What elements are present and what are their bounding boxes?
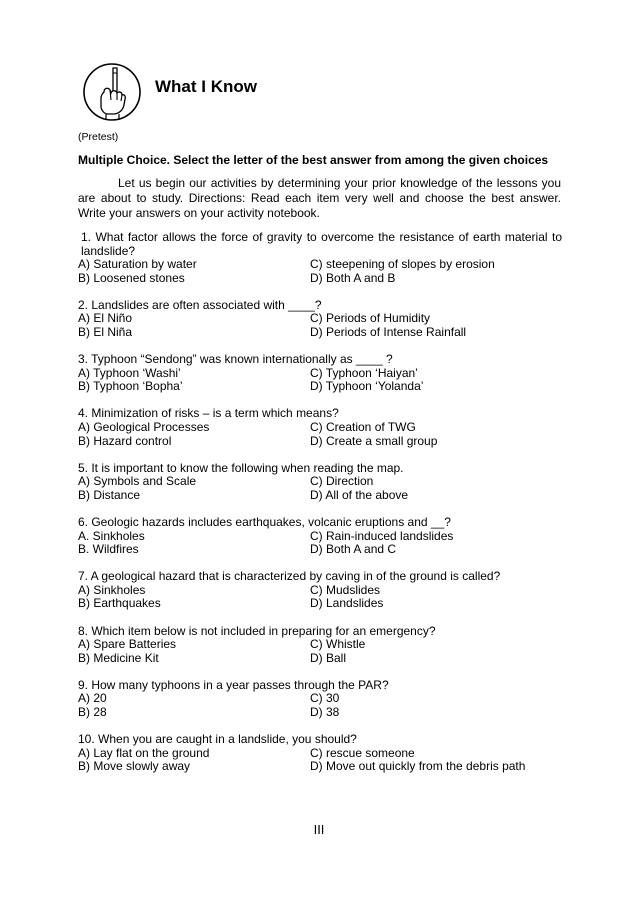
option-b: B) 28 bbox=[78, 705, 107, 720]
option-c: C) Creation of TWG bbox=[310, 420, 416, 435]
option-a: A) Spare Batteries bbox=[78, 637, 177, 652]
option-c: C) steepening of slopes by erosion bbox=[310, 257, 495, 272]
intro-paragraph: Let us begin our activities by determining your prior knowledge of the lessons you are about to study. Directions: Read each item very well and choose the best answer. Write your answers on your activity notebook. bbox=[78, 176, 561, 220]
option-c: C) Mudslides bbox=[310, 582, 381, 597]
question-text: 8. Which item below is not included in preparing for an emergency? bbox=[78, 623, 436, 638]
option-b: B. Wildfires bbox=[78, 542, 139, 557]
option-c: C) Periods of Humidity bbox=[310, 311, 431, 326]
question-6 bbox=[78, 516, 562, 557]
option-b: B) Typhoon ‘Bopha’ bbox=[78, 379, 183, 394]
pretest-label: (Pretest) bbox=[78, 131, 119, 143]
question-2 bbox=[78, 299, 562, 340]
option-b: B) El Niña bbox=[78, 325, 133, 340]
question-text: 6. Geologic hazards includes earthquakes, volcanic eruptions and __? bbox=[78, 515, 451, 529]
question-text: 3. Typhoon “Sendong” was known internationally as ____ ? bbox=[78, 352, 393, 367]
option-b: B) Earthquakes bbox=[78, 596, 161, 611]
option-d: D) Typhoon ‘Yolanda’ bbox=[310, 379, 424, 394]
option-a: A) 20 bbox=[78, 691, 107, 706]
option-c: C) 30 bbox=[310, 691, 340, 706]
option-a: A. Sinkholes bbox=[78, 528, 145, 543]
hand-holding-pencil-icon bbox=[82, 62, 142, 122]
option-d: D) Periods of Intense Rainfall bbox=[310, 325, 467, 340]
option-c: C) Typhoon ‘Haiyan’ bbox=[310, 365, 418, 380]
option-d: D) 38 bbox=[310, 705, 340, 720]
option-d: D) Both A and B bbox=[310, 270, 396, 285]
question-3 bbox=[78, 353, 562, 394]
option-d: D) Landslides bbox=[310, 596, 384, 611]
page-title: What I Know bbox=[155, 77, 257, 96]
option-b: B) Medicine Kit bbox=[78, 650, 159, 665]
question-10 bbox=[78, 733, 562, 774]
question-text: 1. What factor allows the force of gravity to overcome the resistance of earth material to landslide? bbox=[81, 230, 562, 258]
option-a: A) Lay flat on the ground bbox=[78, 745, 210, 760]
question-text: 4. Minimization of risks – is a term which means? bbox=[78, 406, 339, 421]
question-7 bbox=[78, 570, 562, 611]
question-text: 2. Landslides are often associated with ____? bbox=[78, 297, 322, 312]
option-b: B) Distance bbox=[78, 487, 141, 502]
option-d: D) Both A and C bbox=[310, 542, 397, 557]
option-a: A) Sinkholes bbox=[78, 582, 146, 597]
option-c: C) Direction bbox=[310, 474, 374, 489]
question-text: 9. How many typhoons in a year passes through the PAR? bbox=[78, 677, 389, 692]
question-1 bbox=[78, 231, 562, 285]
instructions-heading: Multiple Choice. Select the letter of the best answer from among the given choices bbox=[78, 153, 549, 167]
question-8 bbox=[78, 625, 562, 666]
option-d: D) Ball bbox=[310, 650, 347, 665]
option-b: B) Hazard control bbox=[78, 433, 172, 448]
question-text: 7. A geological hazard that is characterized by caving in of the ground is called? bbox=[78, 569, 501, 584]
question-text: 5. It is important to know the following when reading the map. bbox=[78, 460, 404, 475]
option-b: B) Loosened stones bbox=[78, 270, 185, 285]
question-list bbox=[78, 231, 562, 787]
option-c: C) Rain-induced landslides bbox=[310, 528, 454, 543]
question-9 bbox=[78, 679, 562, 720]
option-b: B) Move slowly away bbox=[78, 759, 191, 774]
question-4 bbox=[78, 407, 562, 448]
option-a: A) Geological Processes bbox=[78, 420, 210, 435]
question-text: 10. When you are caught in a landslide, you should? bbox=[78, 732, 357, 747]
option-a: A) El Niño bbox=[78, 311, 133, 326]
option-c: C) Whistle bbox=[310, 637, 366, 652]
option-c: C) rescue someone bbox=[310, 745, 415, 760]
option-a: A) Saturation by water bbox=[78, 257, 197, 272]
page-number: III bbox=[313, 822, 325, 837]
option-a: A) Symbols and Scale bbox=[78, 474, 197, 489]
question-5 bbox=[78, 462, 562, 503]
option-d: D) Move out quickly from the debris path bbox=[310, 759, 526, 774]
option-a: A) Typhoon ‘Washi’ bbox=[78, 365, 181, 380]
option-d: D) All of the above bbox=[310, 487, 409, 502]
option-d: D) Create a small group bbox=[310, 433, 438, 448]
